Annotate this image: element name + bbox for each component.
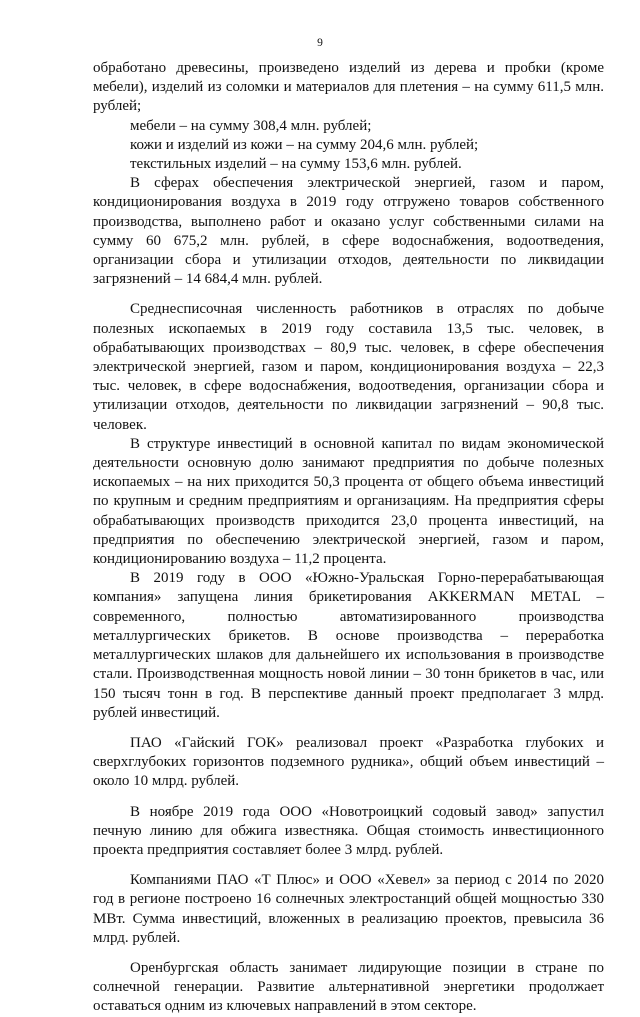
paragraph-akkerman-metal: В 2019 году в ООО «Южно-Уральская Горно-перерабатывающая компания» запущена линия брикетирования AKKERMAN METAL – современного, полностью автоматизированного производства металлургических брикетов. В основе производства – переработка металлургических шлаков для дальнейшего их использования в производстве стали. Производственная мощность новой линии – 30 тонн брикетов в час, или 150 тысяч тонн в год. В перспективе данный проект предполагает 3 млрд. рублей инвестиций. <box>93 570 604 721</box>
paragraph-furniture: мебели – на сумму 308,4 млн. рублей; <box>130 117 372 134</box>
paragraph-gaysky-gok: ПАО «Гайский ГОК» реализовал проект «Разработка глубоких и сверхглубоких горизонтов подземного рудника», общий объем инвестиций – около 10 млрд. рублей. <box>93 734 604 790</box>
paragraph-workforce: Среднесписочная численность работников в отраслях по добыче полезных ископаемых в 2019 году составила 13,5 тыс. человек, в обрабатывающих производствах – 80,9 тыс. человек, в сфере обеспечения электрической энергией, газом и паром, кондиционирования воздуха – 22,3 тыс. человек, в сфере водоснабжения, водоотведения, организации сбора и утилизации отходов, деятельности по ликвидации загрязнений – 90,8 тыс. человек. <box>93 301 604 433</box>
document-body <box>93 59 604 1017</box>
paragraph-investment-structure: В структуре инвестиций в основной капитал по видам экономической деятельности основную долю занимают предприятия по добыче полезных ископаемых – на них приходится 50,3 процента от общего объема инвестиций по крупным и средним предприятиям и организациям. На предприятия сферы обрабатывающих производств приходится 23,0 процента инвестиций, на предприятия по обеспечению электрической энергией, газом и паром, кондиционированию воздуха – 11,2 процента. <box>93 435 604 568</box>
paragraph-soda-plant: В ноябре 2019 года ООО «Новотроицкий содовый завод» запустил печную линию для обжига известняка. Общая стоимость инвестиционного проекта предприятия составляет более 3 млрд. рублей. <box>93 803 604 858</box>
paragraph-leather: кожи и изделий из кожи – на сумму 204,6 млн. рублей; <box>130 136 479 153</box>
page-number: 9 <box>317 37 323 49</box>
paragraph-energy-output: В сферах обеспечения электрической энергией, газом и паром, кондиционирования воздуха в 2019 году отгружено товаров собственного производства, выполнено работ и оказано услуг собственными силами на сумму 60 675,2 млн. рублей, в сфере водоснабжения, водоотведения, организации сбора и утилизации отходов, деятельности по ликвидации загрязнений – 14 684,4 млн. рублей. <box>93 175 604 288</box>
paragraph-wood-products: обработано древесины, произведено изделий из дерева и пробки (кроме мебели), изделий из соломки и материалов для плетения – на сумму 611,5 млн. рублей; <box>93 60 604 115</box>
paragraph-solar-stations: Компаниями ПАО «Т Плюс» и ООО «Хевел» за период с 2014 по 2020 год в регионе построено 16 солнечных электростанций общей мощностью 330 МВт. Сумма инвестиций, вложенных в реализацию проектов, превысила 36 млрд. рублей. <box>93 872 604 946</box>
paragraph-solar-leadership: Оренбургская область занимает лидирующие позиции в стране по солнечной генерации. Развитие альтернативной энергетики продолжает оставаться одним из ключевых направлений в этом секторе. <box>93 959 604 1015</box>
paragraph-textiles: текстильных изделий – на сумму 153,6 млн. рублей. <box>130 156 462 173</box>
